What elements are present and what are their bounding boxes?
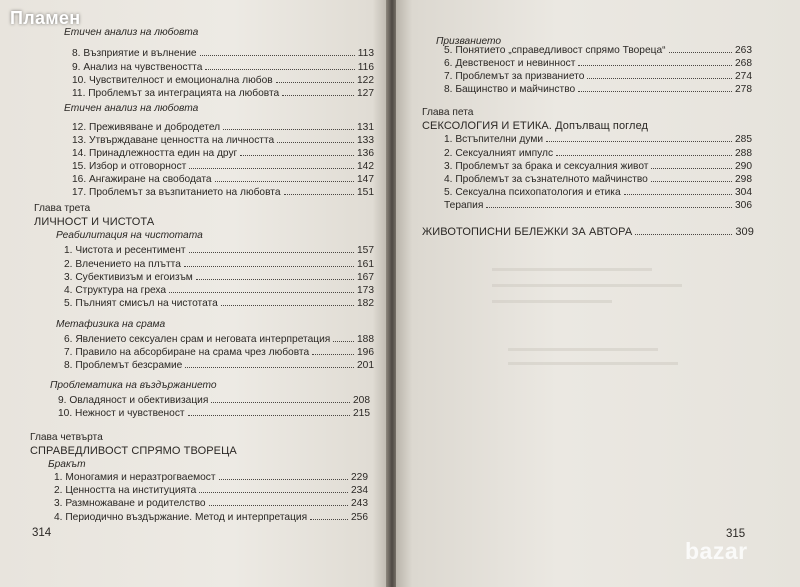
- entry-page: 161: [357, 259, 374, 270]
- leader-dots: [651, 168, 732, 169]
- chapter-title: ЛИЧНОСТ И ЧИСТОТА: [34, 216, 155, 228]
- leader-dots: [587, 78, 732, 79]
- toc-entry: [72, 88, 374, 100]
- left-page: [0, 0, 388, 587]
- leader-dots: [624, 194, 732, 195]
- leader-dots: [188, 415, 350, 416]
- entry-label: 2. Влечението на плътта: [64, 259, 181, 270]
- leader-dots: [189, 168, 354, 169]
- entry-label: 12. Преживяване и добродетел: [72, 122, 221, 133]
- entry-page: 309: [735, 226, 754, 238]
- show-through-text: [492, 284, 682, 287]
- leader-dots: [215, 181, 354, 182]
- entry-label: 4. Проблемът за съзнателното майчинство: [444, 174, 648, 185]
- entry-page: 229: [351, 472, 368, 483]
- leader-dots: [282, 95, 354, 96]
- show-through-text: [492, 300, 612, 303]
- entry-page: 116: [357, 62, 374, 73]
- toc-entry: [72, 135, 374, 147]
- entry-label: 9. Анализ на чувствеността: [72, 62, 203, 73]
- entry-page: 243: [351, 498, 368, 509]
- toc-entry: [64, 360, 374, 372]
- section-heading: Проблематика на въздържанието: [50, 380, 217, 391]
- toc-entry: [54, 485, 368, 497]
- leader-dots: [284, 194, 354, 195]
- entry-page: 306: [735, 200, 752, 211]
- section-heading: Реабилитация на чистотата: [56, 230, 203, 241]
- entry-label: 5. Сексуална психопатология и етика: [444, 187, 621, 198]
- toc-entry: [54, 472, 368, 484]
- entry-page: 285: [735, 134, 752, 145]
- entry-label: 3. Субективизъм и егоизъм: [64, 272, 193, 283]
- entry-label: 8. Проблемът безсрамие: [64, 360, 183, 371]
- chapter-title: СПРАВЕДЛИВОСТ СПРЯМО ТВОРЕЦА: [30, 445, 237, 457]
- entry-label: 10. Нежност и чувственост: [58, 408, 185, 419]
- entry-page: 136: [357, 148, 374, 159]
- right-toc: [396, 0, 800, 587]
- leader-dots: [578, 65, 732, 66]
- toc-entry: [54, 512, 368, 524]
- entry-label: 5. Понятието „справедливост спрямо Твореца“: [444, 45, 666, 56]
- entry-label: 6. Явлението сексуален срам и неговата интерпретация: [64, 334, 331, 345]
- leader-dots: [240, 155, 354, 156]
- entry-page: 151: [357, 187, 374, 198]
- entry-label: 2. Ценността на институцията: [54, 485, 197, 496]
- toc-entry: [444, 58, 752, 70]
- entry-label: Терапия: [444, 200, 484, 211]
- entry-page: 122: [357, 75, 374, 86]
- toc-entry: [54, 498, 368, 510]
- entry-label: 7. Проблемът за призванието: [444, 71, 585, 82]
- entry-label: 9. Овладяност и обективизация: [58, 395, 209, 406]
- entry-page: 268: [735, 58, 752, 69]
- entry-label: 5. Пълният смисъл на чистотата: [64, 298, 218, 309]
- entry-label: 2. Сексуалният импулс: [444, 148, 554, 159]
- chapter-label: Глава пета: [422, 107, 474, 118]
- entry-page: 208: [353, 395, 370, 406]
- leader-dots: [486, 207, 732, 208]
- toc-entry: [72, 122, 374, 134]
- toc-entry: [72, 48, 374, 60]
- leader-dots: [199, 492, 348, 493]
- section-heading: Етичен анализ на любовта: [64, 27, 199, 38]
- toc-entry: [444, 187, 752, 199]
- entry-label: 7. Правило на абсорбиране на срама чрез любовта: [64, 347, 310, 358]
- entry-page: 188: [357, 334, 374, 345]
- leader-dots: [546, 141, 732, 142]
- section-heading: Етичен анализ на любовта: [64, 103, 199, 114]
- leader-dots: [223, 129, 354, 130]
- entry-page: 133: [357, 135, 374, 146]
- entry-page: 113: [357, 48, 374, 59]
- entry-page: 142: [357, 161, 374, 172]
- chapter-label: Глава трета: [34, 203, 91, 214]
- toc-entry: [444, 148, 752, 160]
- leader-dots: [211, 402, 350, 403]
- toc-entry: [444, 84, 752, 96]
- toc-entry: [72, 62, 374, 74]
- entry-page: 147: [357, 174, 374, 185]
- toc-entry: [444, 45, 752, 57]
- entry-page: 274: [735, 71, 752, 82]
- leader-dots: [277, 142, 354, 143]
- entry-label: 8. Възприятие и вълнение: [72, 48, 197, 59]
- entry-page: 182: [357, 298, 374, 309]
- entry-label: 15. Избор и отговорност: [72, 161, 187, 172]
- entry-label: 13. Утвърждаване ценността на личността: [72, 135, 275, 146]
- leader-dots: [169, 292, 354, 293]
- leader-dots: [333, 341, 354, 342]
- entry-label: 4. Периодично въздържание. Метод и интерпретация: [54, 512, 308, 523]
- section-heading: Метафизика на срама: [56, 319, 166, 330]
- entry-page: 298: [735, 174, 752, 185]
- entry-label: 1. Чистота и ресентимент: [64, 245, 186, 256]
- toc-entry: [64, 347, 374, 359]
- leader-dots: [185, 367, 354, 368]
- toc-entry: [444, 134, 752, 146]
- entry-page: 157: [357, 245, 374, 256]
- chapter-title: СЕКСОЛОГИЯ И ЕТИКА. Допълващ поглед: [422, 120, 649, 132]
- toc-entry: [444, 200, 752, 212]
- section-heading: Призванието: [436, 36, 502, 47]
- toc-entry-bio: [422, 226, 754, 238]
- leader-dots: [578, 91, 732, 92]
- entry-page: 201: [357, 360, 374, 371]
- entry-label: 3. Размножаване и родителство: [54, 498, 206, 509]
- leader-dots: [276, 82, 354, 83]
- leader-dots: [669, 52, 732, 53]
- entry-page: 234: [351, 485, 368, 496]
- entry-page: 288: [735, 148, 752, 159]
- entry-label: 11. Проблемът за интеграцията на любовта: [72, 88, 280, 99]
- entry-label: 14. Принадлежността един на друг: [72, 148, 238, 159]
- leader-dots: [209, 505, 348, 506]
- entry-label: 3. Проблемът за брака и сексуалния живот: [444, 161, 649, 172]
- page-number: 314: [32, 527, 52, 539]
- entry-label: 1. Встъпителни думи: [444, 134, 544, 145]
- toc-entry: [64, 298, 374, 310]
- right-page: [396, 0, 800, 587]
- toc-entry: [72, 75, 374, 87]
- leader-dots: [200, 55, 355, 56]
- toc-entry: [72, 174, 374, 186]
- entry-page: 173: [357, 285, 374, 296]
- toc-entry: [64, 245, 374, 257]
- watermark-text: Пламен: [10, 8, 81, 28]
- show-through-text: [508, 362, 678, 365]
- entry-page: 304: [735, 187, 752, 198]
- leader-dots: [221, 305, 354, 306]
- toc-entry: [444, 71, 752, 83]
- toc-entry: [72, 187, 374, 199]
- entry-label: 17. Проблемът за възпитанието на любовта: [72, 187, 281, 198]
- entry-page: 215: [353, 408, 370, 419]
- entry-label: 4. Структура на греха: [64, 285, 167, 296]
- section-heading: Бракът: [48, 459, 86, 470]
- left-toc: [0, 0, 388, 587]
- entry-label: 10. Чувствителност и емоционална любов: [72, 75, 273, 86]
- leader-dots: [184, 266, 354, 267]
- entry-page: 131: [357, 122, 374, 133]
- leader-dots: [219, 479, 348, 480]
- entry-label: 8. Бащинство и майчинство: [444, 84, 576, 95]
- toc-entry: [64, 285, 374, 297]
- toc-entry: [58, 408, 370, 420]
- entry-page: 127: [357, 88, 374, 99]
- leader-dots: [205, 69, 354, 70]
- leader-dots: [635, 234, 732, 235]
- toc-entry: [64, 272, 374, 284]
- entry-page: 196: [357, 347, 374, 358]
- toc-entry: [444, 174, 752, 186]
- chapter-label: Глава четвърта: [30, 432, 103, 443]
- toc-entry: [64, 334, 374, 346]
- toc-entry: [64, 259, 374, 271]
- entry-page: 278: [735, 84, 752, 95]
- leader-dots: [312, 354, 354, 355]
- page-number: 315: [726, 528, 746, 540]
- leader-dots: [556, 155, 732, 156]
- entry-page: 167: [357, 272, 374, 283]
- entry-label: 6. Девственост и невинност: [444, 58, 576, 69]
- bazar-logo: bazar: [685, 538, 748, 564]
- leader-dots: [196, 279, 354, 280]
- toc-entry: [72, 161, 374, 173]
- leader-dots: [310, 519, 348, 520]
- entry-label: 1. Моногамия и неразтрогваемост: [54, 472, 216, 483]
- leader-dots: [189, 252, 355, 253]
- show-through-text: [508, 348, 658, 351]
- entry-label: ЖИВОТОПИСНИ БЕЛЕЖКИ ЗА АВТОРА: [422, 226, 633, 238]
- entry-page: 290: [735, 161, 752, 172]
- entry-page: 256: [351, 512, 368, 523]
- leader-dots: [651, 181, 732, 182]
- entry-page: 263: [735, 45, 752, 56]
- entry-label: 16. Ангажиране на свободата: [72, 174, 212, 185]
- show-through-text: [492, 268, 652, 271]
- toc-entry: [58, 395, 370, 407]
- toc-entry: [444, 161, 752, 173]
- toc-entry: [72, 148, 374, 160]
